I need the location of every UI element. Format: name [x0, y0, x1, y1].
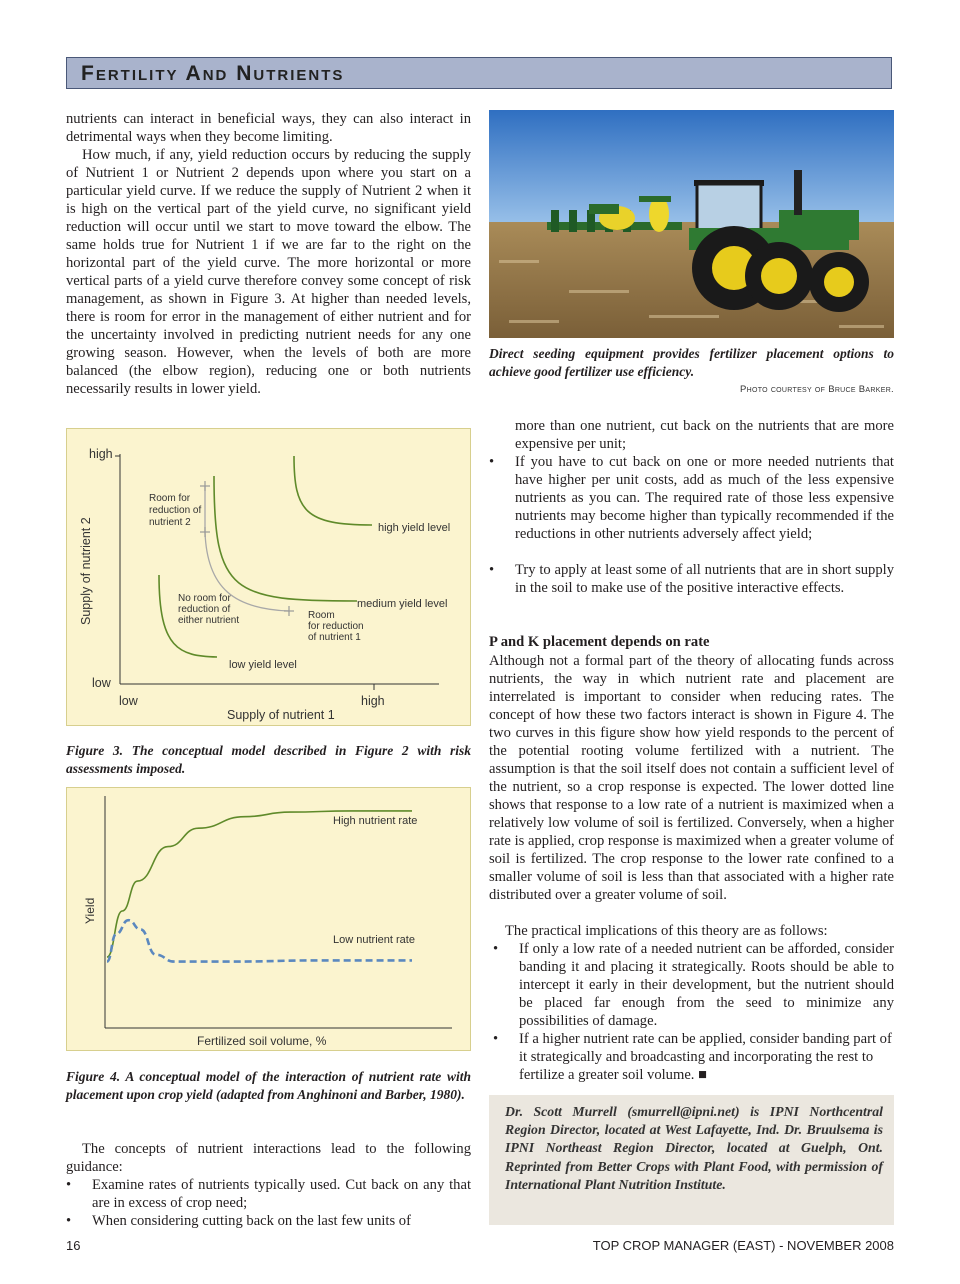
low-rate-label: Low nutrient rate: [333, 934, 415, 946]
svg-text:reduction of: reduction of: [178, 604, 231, 615]
right-paragraph-2: The practical implications of this theory are as follows:: [505, 923, 828, 939]
fig3-y-high: high: [89, 447, 113, 461]
left-paragraph-2: How much, if any, yield reduction occurs by reducing the supply of Nutrient 1 or Nutrient 2 depends upon where you start on a particular yield curve. If we reduce the supply of Nutrient 2 when it is high on the vertical part of the yield curve, no significant yield reduction will occur until we start to move toward the elbow. The same holds true for Nutrient 1 if we are far to the right on the horizontal part of the yield curve. The more horizontal or more vertical parts of a yield curve therefore convey some concept of risk management, as shown in Figure 3. At higher than needed levels, there is room for error in the management of either nutrient and for the uncertainty involved in predicting nutrient needs for any one growing season. However, when the levels of both are more balanced (the elbow region), reducing one or both nutrients necessarily results in lower yield.: [66, 147, 471, 397]
svg-text:nutrient 2: nutrient 2: [149, 517, 191, 528]
high-rate-label: High nutrient rate: [333, 815, 418, 827]
right-bullet-2: • Try to apply at least some of all nutrients that are in short supply in the soil to make use of the positive interactive effects.: [489, 562, 894, 596]
fig4-y-label: Yield: [83, 897, 97, 924]
photo-credit: Photo courtesy of Bruce Barker.: [739, 384, 894, 395]
fig4-x-label: Fertilized soil volume, %: [197, 1034, 327, 1048]
left-bullet-1: • Examine rates of nutrients typically used. Cut back on any that are in excess of crop need;: [66, 1177, 471, 1211]
section-title: Fertility And Nutrients: [81, 62, 345, 85]
fig3-no-room-note: [178, 593, 239, 626]
svg-text:either nutrient: either nutrient: [178, 615, 240, 626]
svg-text:Room: Room: [308, 610, 335, 621]
fig3-x-high: high: [361, 694, 385, 708]
svg-text:Room for: Room for: [149, 493, 191, 504]
photo-caption: Direct seeding equipment provides fertilizer placement options to achieve good fertilizer use efficiency.: [489, 346, 894, 379]
author-box: [489, 1095, 894, 1225]
figure-4-chart: [67, 788, 472, 1052]
fig3-room-n2-note: [149, 493, 201, 528]
fig3-room-n1-note: [308, 610, 364, 643]
right-bullet-4: • If a higher nutrient rate can be applied, consider banding part of it strategically and broadcasting and incorporating the rest to fertilize a greater soil volume. ■: [493, 1031, 892, 1083]
section-heading: P and K placement depends on rate: [489, 634, 710, 650]
right-paragraph-1: Although not a formal part of the theory of allocating funds across nutrients, the way in which nutrient rate and placement are interrelated is important to consider when reducing rates. The concept of how these two factors interact is shown in Figure 4. The two curves in this figure show how yield responds to the percent of the potential rooting volume fertilized with a nutrient. The assumption is that the soil itself does not contain a sufficient level of the nutrient, so a crop response is expected. The lower dotted line shows that response to a low rate of a nutrient is maximized when a relatively low volume of soil is fertilized. Conversely, when a higher rate is applied, crop response is maximized when a greater volume of soil is fertilized. The crop response to the lower rate confined to a smaller volume of soil is less than that associated with a higher rate distributed over a greater volume of soil.: [489, 653, 894, 903]
publication-footer: TOP CROP MANAGER (EAST) - NOVEMBER 2008: [592, 1238, 894, 1253]
fig3-medium-yield-curve: [214, 476, 357, 601]
fig3-x-label: Supply of nutrient 1: [227, 708, 335, 722]
fig3-medium-yield-label: medium yield level: [357, 598, 448, 610]
left-paragraph-1: nutrients can interact in beneficial ways, they can also interact in detrimental ways when they become limiting.: [66, 111, 471, 145]
section-banner: [66, 57, 892, 89]
fig3-low-yield-label: low yield level: [229, 659, 297, 671]
page-number: 16: [66, 1238, 81, 1253]
figure-3-diagram: [67, 429, 472, 727]
right-continued-text: more than one nutrient, cut back on the nutrients that are more expensive per unit;: [515, 418, 894, 452]
svg-text:No room for: No room for: [178, 593, 231, 604]
fig3-x-low: low: [119, 694, 138, 708]
fig3-high-yield-curve: [294, 456, 372, 525]
left-paragraph-3: The concepts of nutrient interactions lead to the following guidance:: [66, 1141, 471, 1175]
figure-3: [66, 428, 471, 726]
fig3-y-label: Supply of nutrient 2: [79, 517, 93, 625]
figure-4: [66, 787, 471, 1051]
svg-text:of nutrient 1: of nutrient 1: [308, 632, 361, 643]
right-bullet-1: • If you have to cut back on one or more needed nutrients that have higher per unit costs, add as much of the less expensive nutrients as you can. The required rate of those less expensive nutrients may become higher than typically recommended if the reductions in other nutrients adversely affect yield;: [489, 454, 894, 542]
left-bullet-2: • When considering cutting back on the last few units of: [66, 1213, 411, 1229]
tractor-photo: [489, 110, 894, 338]
fig3-y-low: low: [92, 676, 111, 690]
fig3-high-yield-label: high yield level: [378, 522, 451, 534]
author-box-text: Dr. Scott Murrell (smurrell@ipni.net) is IPNI Northcentral Region Director, located at West Lafayette, Ind. Dr. Bruulsema is IPNI Northeast Region Director, located at Guelph, Ont. Reprinted from Better Crops with Plant Food, with permission of International Plant Nutrition Institute.: [505, 1104, 883, 1192]
figure-3-caption: Figure 3. The conceptual model described in Figure 2 with risk assessments imposed.: [66, 743, 471, 776]
figure-4-caption: Figure 4. A conceptual model of the interaction of nutrient rate with placement upon crop yield (adapted from Anghinoni and Barber, 1980).: [66, 1069, 471, 1102]
right-bullet-3: • If only a low rate of a needed nutrient can be afforded, consider banding it and placing it strategically. Roots should be able to intercept it early in their development, but the nutrient should be placed far enough from the seed to minimize any possibilities of damage.: [493, 941, 894, 1029]
svg-text:for reduction: for reduction: [308, 621, 364, 632]
end-mark: ■: [698, 1067, 707, 1083]
svg-text:reduction of: reduction of: [149, 505, 202, 516]
